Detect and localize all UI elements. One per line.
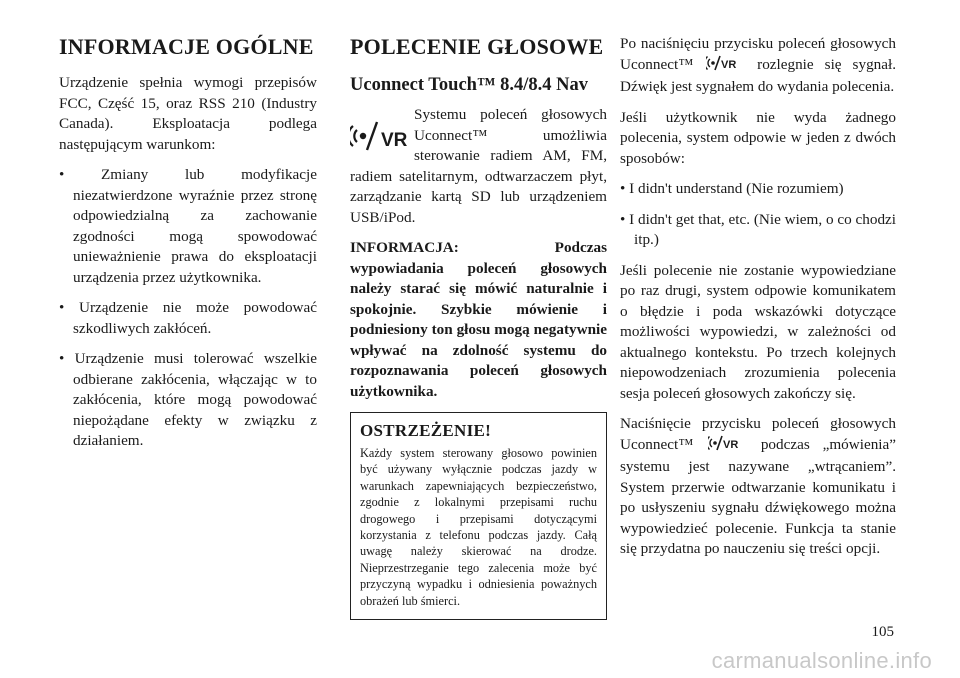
no-command-paragraph: Jeśli użytkownik nie wyda żadnego polecenia, system odpowie w jeden z dwóch sposobów: xyxy=(620,108,896,167)
voice-recognition-icon xyxy=(706,55,744,78)
list-item: • Urządzenie nie może powodować szkodliwych zakłóceń. xyxy=(59,298,317,339)
warning-box xyxy=(350,412,607,620)
svg-text:VR: VR xyxy=(721,58,737,71)
list-item: • I didn't understand (Nie rozumiem) xyxy=(620,179,896,200)
warning-title: OSTRZEŻENIE! xyxy=(360,421,492,440)
voice-intro-paragraph: Systemu poleceń głosowych Uconnect™ umożliwia sterowanie radiem AM, FM, radiem satelitarnym, odtwarzaczem płyt, zarządzanie kartą SD lub urządzeniem USB/iPod. xyxy=(350,106,607,226)
general-info-heading: INFORMACJE OGÓLNE xyxy=(59,34,314,59)
warning-text: Każdy system sterowany głosowo powinien być używany wyłącznie podczas jazdy w warunkach zapewniających bezpieczeństwo, zgodnie z lokalnymi przepisami ruchu drogowego i przepisami dotyczącymi korzystania z telefonu podczas jazdy. Całą uwagę należy skierować na drodze. Nieprzestrzeganie tego zalecenia może być przyczyną wypadku i odniesienia poważnych obrażeń lub śmierci. xyxy=(360,446,597,608)
system-responses-list xyxy=(620,179,896,251)
button-press-paragraph: Po naciśnięciu przycisku poleceń głosowych Uconnect™ VR rozlegnie się sygnał. Dźwięk jest sygnałem do wydania polecenia. xyxy=(620,35,897,95)
watermark: carmanualsonline.info xyxy=(711,648,932,673)
fcc-conditions-list xyxy=(59,165,317,452)
right-column xyxy=(620,34,896,570)
info-note: INFORMACJA: Podczas wypowiadania poleceń głosowych należy starać się mówić naturalnie i spokojnie. Szybkie mówienie i podniesiony ton głosu mogą negatywnie wpływać na zdolność systemu do rozpoznawania poleceń głosowych użytkownika. xyxy=(350,239,607,400)
repeat-failure-paragraph: Jeśli polecenie nie zostanie wypowiedziane po raz drugi, system odpowie komunikatem o błędzie i poda wskazówki dotyczące możliwości wypowiedzi, w zależności od aktualnego kontekstu. Po trzech kolejnych niepowodzeniach zrozumienia polecenia sesja poleceń głosowych zakończy się. xyxy=(620,261,896,402)
barge-in-paragraph: Naciśnięcie przycisku poleceń głosowych Uconnect™ VR podczas „mówienia” systemu jest nazywane „wtrącaniem”. System przerwie odtwarzanie komunikatu i po usłyszeniu sygnału dźwiękowego można wypowiedzieć polecenie. Funkcja ta stanie się przydatna po nauczeniu się treści opcji. xyxy=(620,415,896,557)
fcc-intro-paragraph: Urządzenie spełnia wymogi przepisów FCC, Część 15, oraz RSS 210 (Industry Canada). Eksploatacja podlega następującym warunkom: xyxy=(59,74,317,153)
svg-text:VR: VR xyxy=(722,438,739,451)
list-item: • Zmiany lub modyfikacje niezatwierdzone wyraźnie przez stronę odpowiedzialną za zachowanie zgodności mogą spowodować unieważnienie prawa do eksploatacji urządzenia przez użytkownika. xyxy=(59,165,317,288)
voice-recognition-icon xyxy=(708,435,746,458)
uconnect-subheading: Uconnect Touch™ 8.4/8.4 Nav xyxy=(350,75,588,95)
list-item: • I didn't get that, etc. (Nie wiem, o co chodzi itp.) xyxy=(620,210,896,251)
list-item: • Urządzenie musi tolerować wszelkie odbierane zakłócenia, włączając w to zakłócenia, które mogą powodować niepożądane efekty w związku z działaniem. xyxy=(59,349,317,452)
voice-recognition-icon xyxy=(350,111,408,163)
left-column xyxy=(59,34,317,462)
middle-column xyxy=(350,34,607,620)
page-number: 105 xyxy=(871,624,894,640)
voice-command-heading: POLECENIE GŁOSOWE xyxy=(350,34,604,59)
svg-text:VR: VR xyxy=(381,130,408,151)
